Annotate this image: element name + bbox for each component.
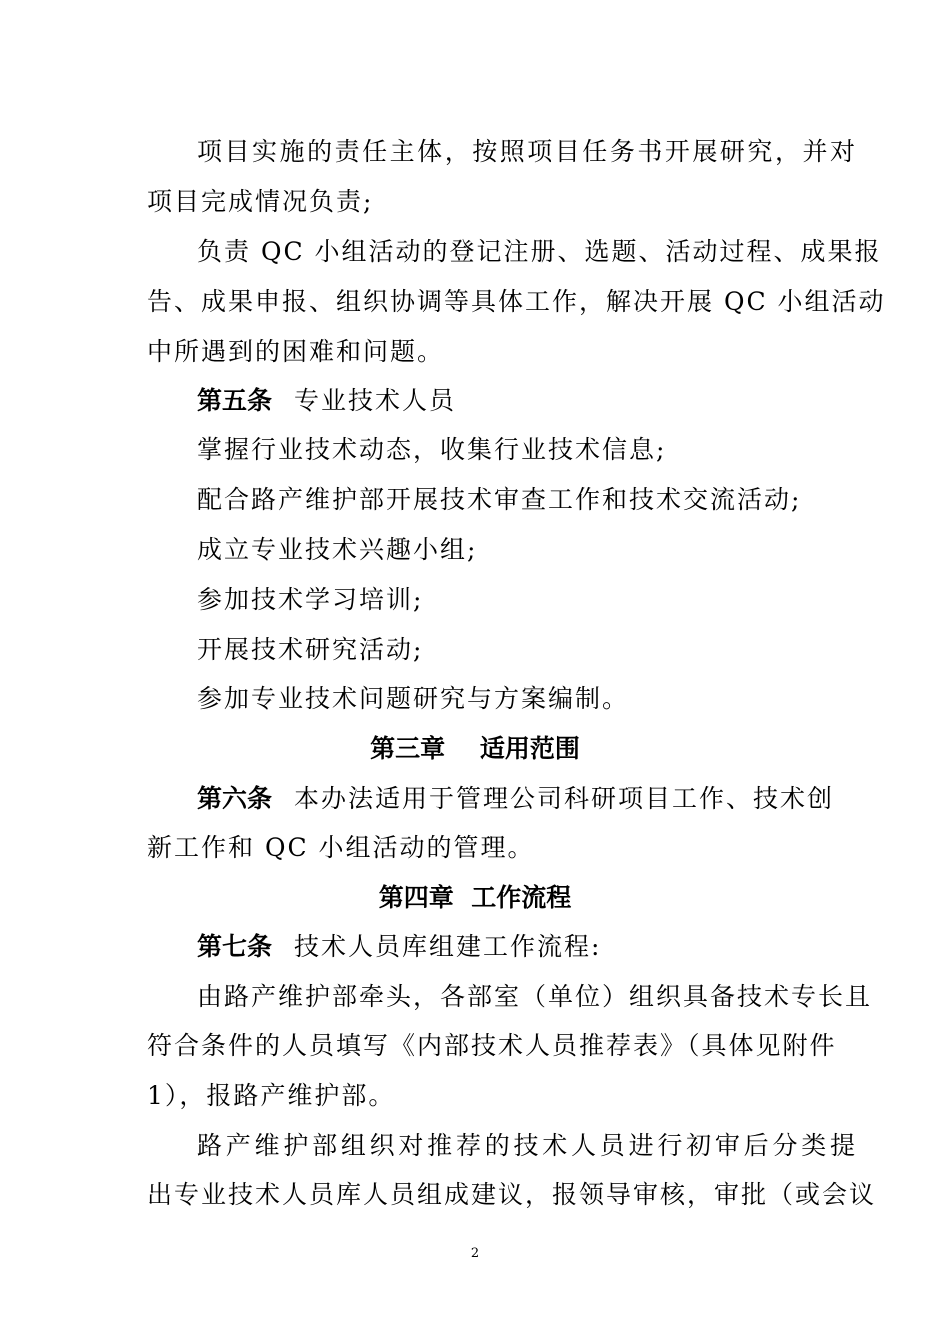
article-5-label: 第五条 xyxy=(197,386,273,415)
paragraph-2-line-3: 中所遇到的困难和问题。 xyxy=(147,337,445,366)
paragraph-2-line-1: 负责 QC 小组活动的登记注册、选题、活动过程、成果报 xyxy=(197,237,882,266)
page-number: 2 xyxy=(470,1246,480,1261)
paragraph-3-line-2: 符合条件的人员填写《内部技术人员推荐表》（具体见附件 xyxy=(147,1031,837,1060)
article-5-item-2: 配合路产维护部开展技术审查工作和技术交流活动; xyxy=(197,485,802,514)
article-7-heading xyxy=(197,930,857,964)
chapter-3-title: 第三章 适用范围 xyxy=(370,734,580,763)
article-5-item-1: 掌握行业技术动态，收集行业技术信息; xyxy=(197,435,667,464)
paragraph-2-line-2: 告、成果申报、组织协调等具体工作，解决开展 QC 小组活动 xyxy=(147,287,886,316)
article-5-item-4: 参加技术学习培训; xyxy=(197,585,424,614)
article-5-item-3: 成立专业技术兴趣小组; xyxy=(197,535,478,564)
article-6-label: 第六条 xyxy=(197,784,273,813)
paragraph-1-line-1: 项目实施的责任主体，按照项目任务书开展研究，并对 xyxy=(197,137,857,166)
article-7-title: 技术人员库组建工作流程: xyxy=(293,932,602,961)
article-5-item-6: 参加专业技术问题研究与方案编制。 xyxy=(197,684,630,713)
paragraph-1-line-2: 项目完成情况负责; xyxy=(147,187,374,216)
article-6-line-1 xyxy=(197,782,857,816)
article-5-title: 专业技术人员 xyxy=(293,386,456,415)
article-6-line-2: 新工作和 QC 小组活动的管理。 xyxy=(147,833,535,862)
chapter-4-title: 第四章 工作流程 xyxy=(378,883,572,912)
article-5-item-5: 开展技术研究活动; xyxy=(197,635,424,664)
article-7-label: 第七条 xyxy=(197,932,273,961)
article-6-text: 本办法适用于管理公司科研项目工作、技术创 xyxy=(293,784,834,813)
paragraph-3-line-3: 1），报路产维护部。 xyxy=(147,1081,396,1110)
article-5-heading xyxy=(197,384,857,418)
paragraph-4-line-1: 路产维护部组织对推荐的技术人员进行初审后分类提 xyxy=(197,1131,857,1160)
paragraph-3-line-1: 由路产维护部牵头，各部室（单位）组织具备技术专长且 xyxy=(197,982,873,1011)
paragraph-4-line-2: 出专业技术人员库人员组成建议，报领导审核，审批（或会议 xyxy=(147,1180,877,1209)
